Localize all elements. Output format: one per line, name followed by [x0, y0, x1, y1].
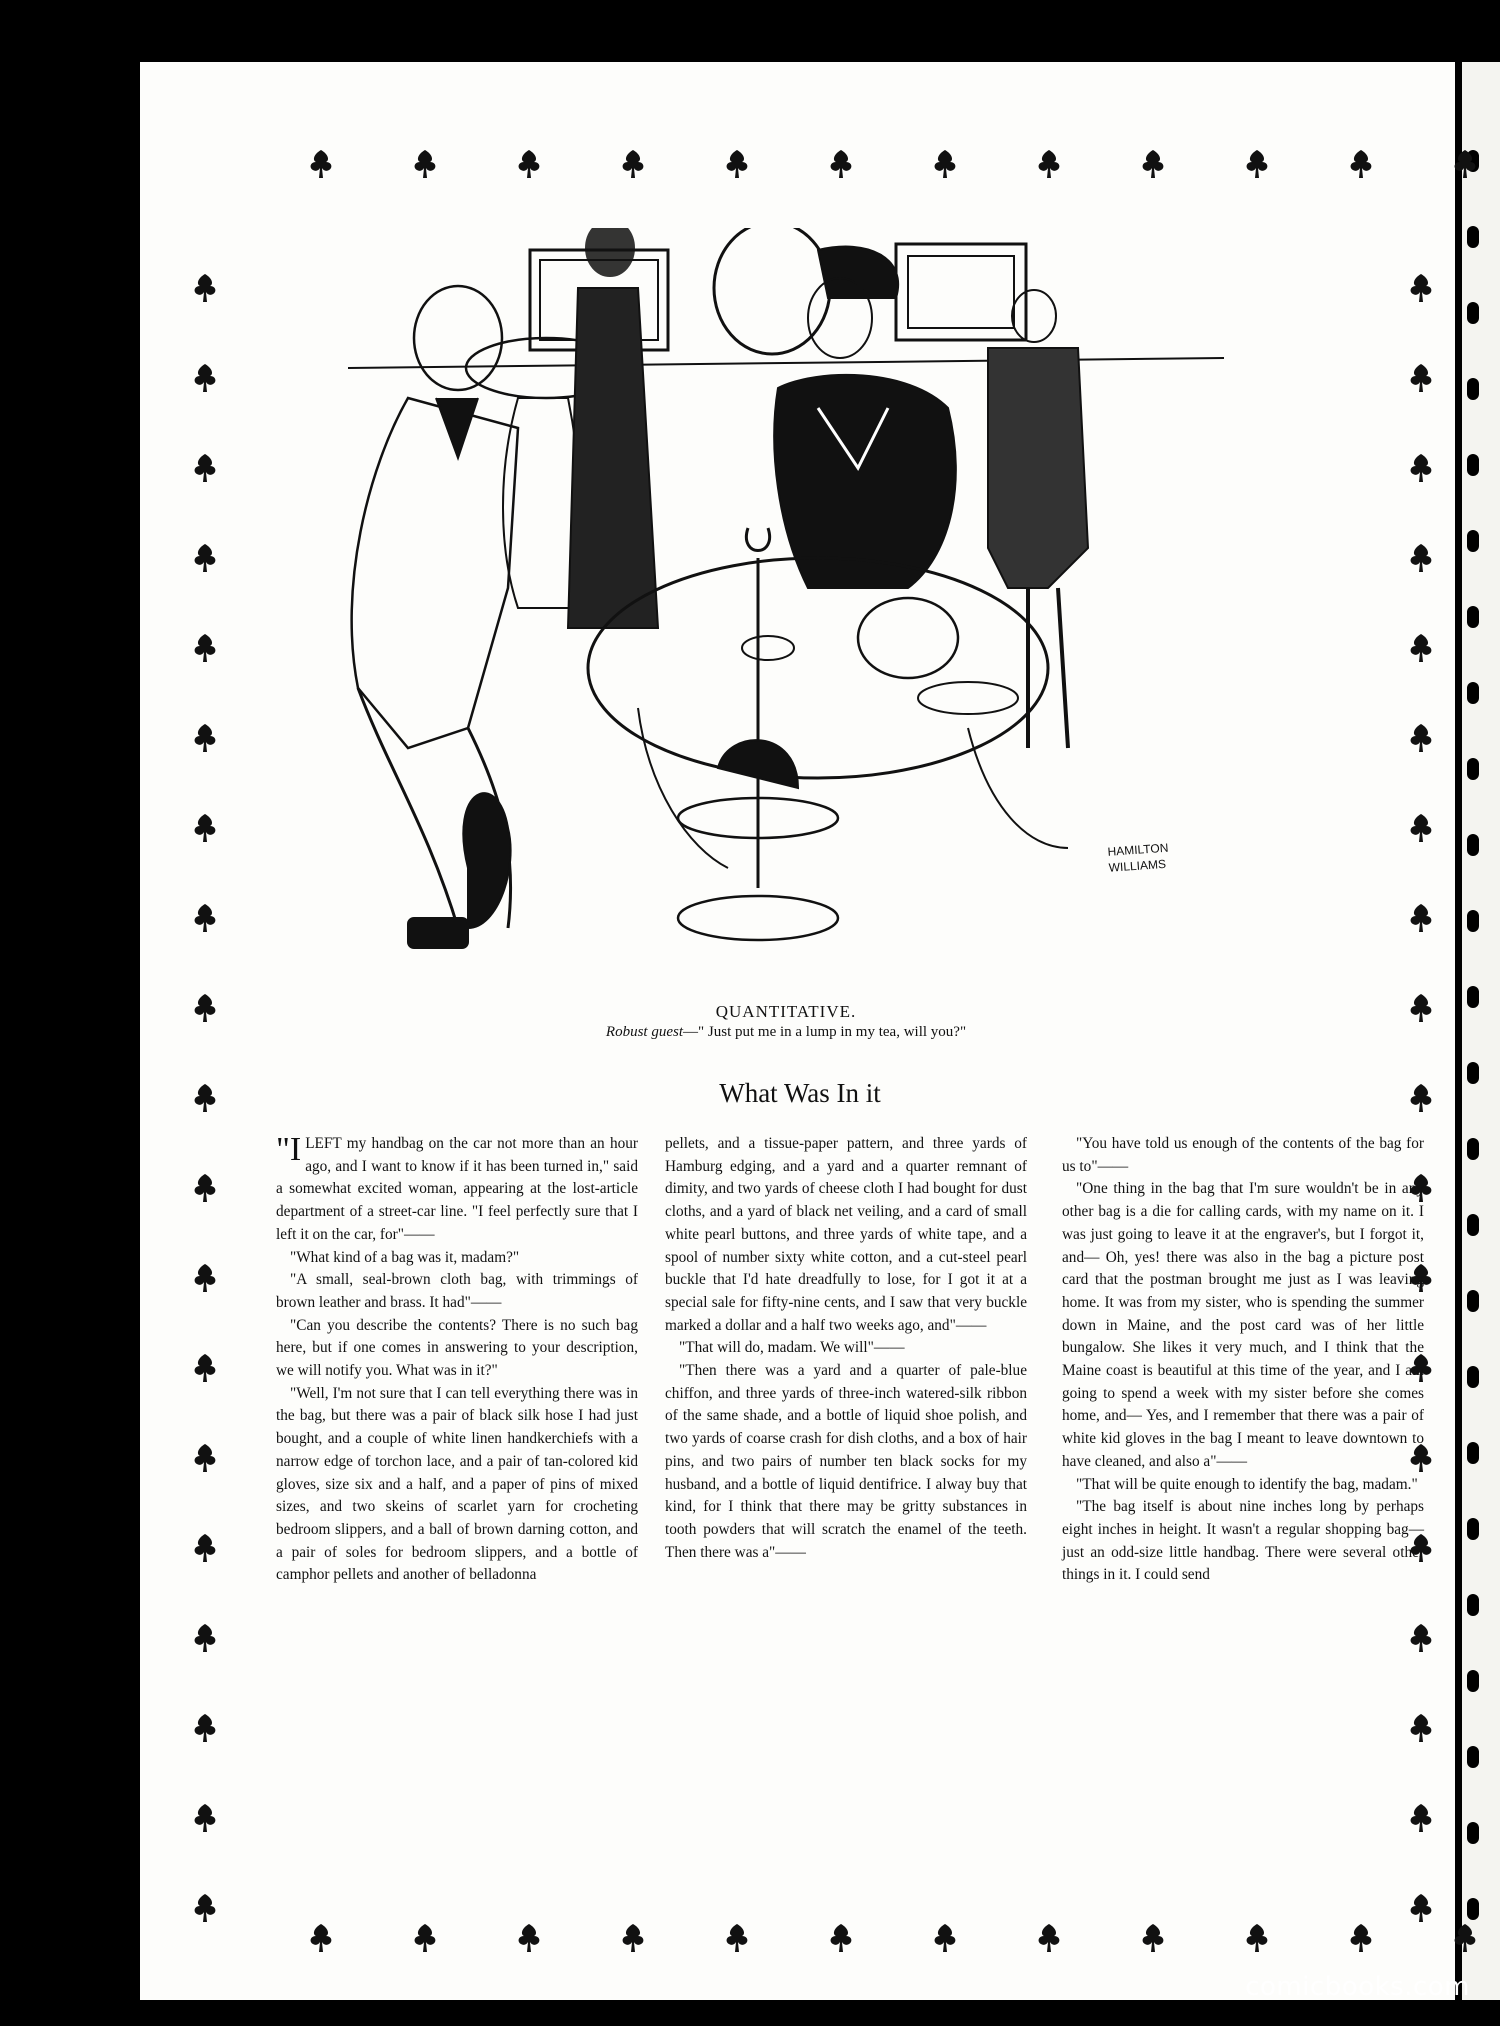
binding-hole [1467, 378, 1479, 400]
fleuron-icon [1408, 1082, 1434, 1116]
fleuron-icon [192, 632, 218, 666]
fleuron-icon [192, 452, 218, 486]
fleuron-icon [828, 148, 854, 182]
binding-hole [1467, 530, 1479, 552]
binding-hole [1467, 1062, 1479, 1084]
fleuron-icon [724, 148, 750, 182]
fleuron-icon [192, 1532, 218, 1566]
binding-hole [1467, 1898, 1479, 1920]
fleuron-icon [1140, 148, 1166, 182]
binding-hole [1467, 910, 1479, 932]
fleuron-icon [192, 902, 218, 936]
binding-hole [1467, 1442, 1479, 1464]
binding-hole [1467, 682, 1479, 704]
paragraph: "That will be quite enough to identify the bag, madam." [1076, 1475, 1418, 1493]
fleuron-icon [1408, 1622, 1434, 1656]
paragraph: "Well, I'm not sure that I can tell everything there was in the bag, but there was a pair of black silk hose I had just bought, and a couple of white linen handkerchiefs with a narrow edge of torchon lace, and a pair of tan-colored kid gloves, size six and a half, and a paper of pins of mixed sizes, and two skeins of scarlet yarn for crocheting bedroom slippers, and a ball of brown darning cotton, and a pair of soles for bedroom slippers, and a bottle of camphor pellets and another of belladonna [276, 1384, 638, 1584]
fleuron-icon [308, 1922, 334, 1956]
fleuron-icon [516, 148, 542, 182]
fleuron-icon [192, 992, 218, 1026]
fleuron-icon [1140, 1922, 1166, 1956]
fleuron-icon [1036, 1922, 1062, 1956]
fleuron-icon [192, 1442, 218, 1476]
fleuron-icon [192, 1802, 218, 1836]
fleuron-icon [192, 1622, 218, 1656]
binding-hole [1467, 1822, 1479, 1844]
binding-hole [1467, 1290, 1479, 1312]
paragraph: pellets, and a tissue-paper pattern, and three yards of Hamburg edging, and a yard and a quarter remnant of dimity, and two yards of cheese cloth I had bought for dust cloths, and a yard of black net veiling, and a card of small white pearl buttons, and three yards of white tape, and a spool of number sixty white cotton, and a cut-steel pearl buckle that I'd hate dreadfully to lose, for I got it at a special sale for fifty-nine cents, and I saw that very buckle marked a dollar and a half two weeks ago, and"—— [665, 1135, 1027, 1334]
binding-hole [1467, 1594, 1479, 1616]
fleuron-icon [412, 148, 438, 182]
fleuron-icon [1348, 1922, 1374, 1956]
fleuron-icon [1408, 452, 1434, 486]
caption-quote: —" Just put me in a lump in my tea, will you?" [683, 1024, 967, 1040]
fleuron-icon [1244, 148, 1270, 182]
watermark: comicbooks.com [1245, 1972, 1470, 2002]
fleuron-icon [932, 148, 958, 182]
fleuron-icon [932, 1922, 958, 1956]
fleuron-icon [192, 272, 218, 306]
fleuron-icon [1408, 362, 1434, 396]
article-column-3 [1062, 1133, 1424, 1587]
fleuron-icon [192, 1712, 218, 1746]
binding-hole [1467, 986, 1479, 1008]
caption-title: QUANTITATIVE. [715, 1002, 857, 1021]
paragraph: "I LEFT my handbag on the car not more than an hour ago, and I want to know if it has been turned in," said a somewhat excited woman, appearing at the lost-article department of a street-car line. "I feel perfectly sure that I left it on the car, for"—— [276, 1131, 638, 1243]
binding-hole [1467, 1670, 1479, 1692]
fleuron-icon [1408, 902, 1434, 936]
binding-hole [1467, 1746, 1479, 1768]
tea-party-illustration [348, 228, 1224, 980]
fleuron-icon [192, 722, 218, 756]
fleuron-icon [192, 1262, 218, 1296]
fleuron-icon [1408, 272, 1434, 306]
paragraph: "You have told us enough of the contents of the bag for us to"—— [1062, 1135, 1424, 1175]
binding-hole [1467, 302, 1479, 324]
fleuron-icon [1452, 148, 1478, 182]
fleuron-icon [192, 542, 218, 576]
fleuron-icon [620, 1922, 646, 1956]
fleuron-icon [516, 1922, 542, 1956]
artist-signature: HAMILTON WILLIAMS [1107, 840, 1169, 875]
binding-hole [1467, 454, 1479, 476]
fleuron-icon [1348, 148, 1374, 182]
article-column-1 [276, 1133, 638, 1587]
binding-hole [1467, 1138, 1479, 1160]
binding-holes [1465, 150, 1485, 1950]
paragraph: "A small, seal-brown cloth bag, with trimmings of brown leather and brass. It had"—— [276, 1271, 638, 1311]
paragraph: "Can you describe the contents? There is no such bag here, but if one comes in answering to your description, we will notify you. What was in it?" [276, 1316, 638, 1380]
fleuron-icon [1408, 722, 1434, 756]
fleuron-icon [192, 1892, 218, 1926]
fleuron-icon [1408, 632, 1434, 666]
fleuron-icon [1408, 1802, 1434, 1836]
binding-hole [1467, 1366, 1479, 1388]
fleuron-icon [192, 1352, 218, 1386]
paragraph: "Then there was a yard and a quarter of pale-blue chiffon, and three yards of three-inch watered-silk ribbon of the same shade, and a bottle of liquid shoe polish, and two yards of coarse crash for dish cloths, and a box of hair pins, and two pairs of number ten black socks for my husband, and a bottle of liquid dentifrice. I alway buy that kind, for I think that there may be gritty substances in tooth powders that will scratch the enamel of the teeth. Then there was a"—— [665, 1362, 1027, 1561]
article-column-2 [665, 1133, 1027, 1564]
fleuron-icon [1244, 1922, 1270, 1956]
fleuron-icon [1408, 1712, 1434, 1746]
drop-cap: "I [276, 1131, 302, 1168]
fleuron-icon [828, 1922, 854, 1956]
fleuron-icon [192, 1172, 218, 1206]
binding-hole [1467, 1518, 1479, 1540]
paragraph: "The bag itself is about nine inches long by perhaps eight inches in height. It wasn't a regular shopping bag—just an odd-size little handbag. There were several other things in it. I could send [1062, 1498, 1424, 1584]
caption-speaker: Robust guest [605, 1024, 684, 1040]
fleuron-icon [1036, 148, 1062, 182]
binding-hole [1467, 1214, 1479, 1236]
fleuron-icon [1408, 812, 1434, 846]
fleuron-icon [192, 362, 218, 396]
binding-hole [1467, 226, 1479, 248]
fleuron-icon [620, 148, 646, 182]
article-title: What Was In it [719, 1078, 881, 1108]
fleuron-icon [1408, 542, 1434, 576]
fleuron-icon [192, 812, 218, 846]
fleuron-icon [308, 148, 334, 182]
binding-hole [1467, 758, 1479, 780]
fleuron-icon [192, 1082, 218, 1116]
fleuron-icon [412, 1922, 438, 1956]
fleuron-icon [724, 1922, 750, 1956]
fleuron-icon [1452, 1922, 1478, 1956]
paragraph: "That will do, madam. We will"—— [679, 1339, 905, 1357]
fleuron-icon [1408, 992, 1434, 1026]
caption-text [350, 1024, 1222, 1041]
paragraph: "One thing in the bag that I'm sure wouldn't be in any other bag is a die for calling cards, with my name on it. I was just going to leave it at the engraver's, but I forgot it, and— Oh, yes! there was also in the bag a picture post card that the postman brought me just as I was leaving home. It was from my sister, who is spending the summer down in Maine, and the post card was of her little bungalow. She likes it very much, and I think that the Maine coast is beautiful at this time of the year, and I am going to spend a week with my sister before she comes home, and— Yes, and I remember that there was a pair of white kid gloves in the bag I meant to leave downtown to have cleaned, and also a"—— [1062, 1180, 1424, 1470]
binding-hole [1467, 606, 1479, 628]
paragraph: "What kind of a bag was it, madam?" [290, 1248, 520, 1266]
fleuron-icon [1408, 1892, 1434, 1926]
binding-hole [1467, 834, 1479, 856]
